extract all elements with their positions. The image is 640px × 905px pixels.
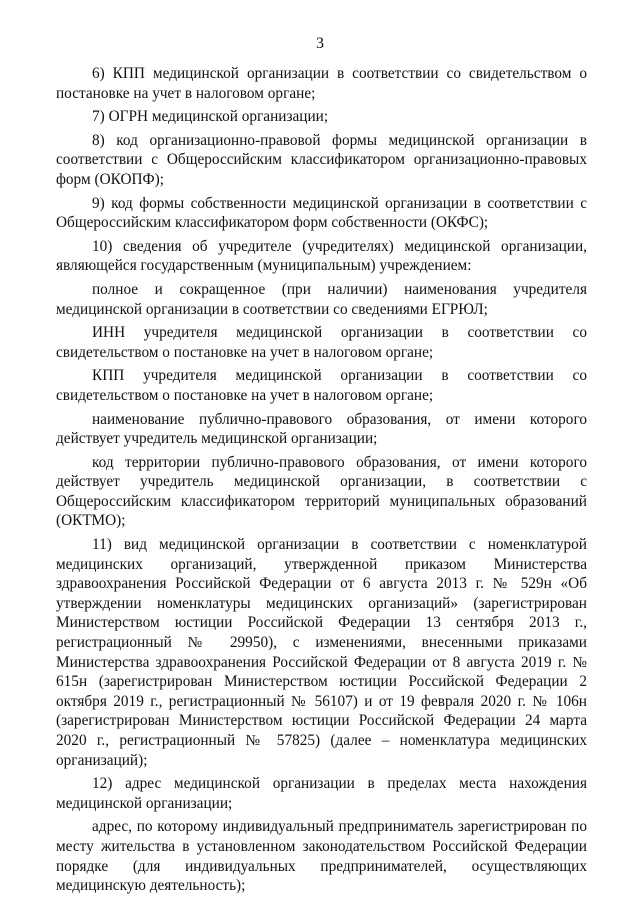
paragraph-item-9-okfs: 9) код формы собственности медицинской организации в соответствии с Общероссийским классификатором форм собственности (ОКФС); [56,194,587,232]
paragraph-public-entity-oktmo: код территории публично-правового образования, от имени которого действует учредитель медицинской организации, в соответствии с Общероссийским классификатором территорий муниципальных образований (ОКТМО); [56,453,587,530]
paragraph-item-10-founder: 10) сведения об учредителе (учредителях) медицинской организации, являющейся государственным (муниципальным) учреждением: [56,237,587,275]
paragraph-item-6-kpp: 6) КПП медицинской организации в соответствии со свидетельством о постановке на учет в налоговом органе; [56,65,587,102]
paragraph-item-7-ogrn: 7) ОГРН медицинской организации; [92,108,329,126]
paragraph-founder-kpp: КПП учредителя медицинской организации в соответствии со свидетельством о постановке на учет в налоговом органе; [56,367,587,404]
document-body [56,64,587,900]
paragraph-item-12-address: 12) адрес медицинской организации в пределах места нахождения медицинской организации; [56,775,587,812]
page-number: 3 [316,35,324,52]
paragraph-public-entity-name: наименование публично-правового образования, от имени которого действует учредитель медицинской организации; [56,410,587,448]
paragraph-founder-name: полное и сокращенное (при наличии) наименования учредителя медицинской организации в соответствии со сведениями ЕГРЮЛ; [56,280,587,318]
paragraph-entrepreneur-address: адрес, по которому индивидуальный предприниматель зарегистрирован по месту жительства в установленном законодательством Российской Федерации порядке (для индивидуальных предпринимателей, осуществляющих медицинскую деятельность); [56,818,587,895]
paragraph-item-11-org-type: 11) вид медицинской организации в соответствии с номенклатурой медицинских организаций, утвержденной приказом Министерства здравоохранения Российской Федерации от 6 августа 2013 г. № 529н «Об утверждении номенклатуры медицинских организаций» (зарегистрирован Министерством юстиции Российской Федерации 13 сентября 2013 г., регистрационный № 29950), с изменениями, внесенными приказами Министерства здравоохранения Российской Федерации от 8 августа 2019 г. № 615н (зарегистрирован Министерством юстиции Российской Федерации 2 октября 2019 г., регистрационный № 56107) и от 19 февраля 2020 г. № 106н (зарегистрирован Министерством юстиции Российской Федерации 24 марта 2020 г., регистрационный № 57825) (далее – номенклатура медицинских организаций); [56,536,587,769]
paragraph-founder-inn: ИНН учредителя медицинской организации в соответствии со свидетельством о постановке на учет в налоговом органе; [56,324,587,361]
paragraph-item-8-okopf: 8) код организационно-правовой формы медицинской организации в соответствии с Общероссийским классификатором организационно-правовых форм (ОКОПФ); [56,131,587,188]
